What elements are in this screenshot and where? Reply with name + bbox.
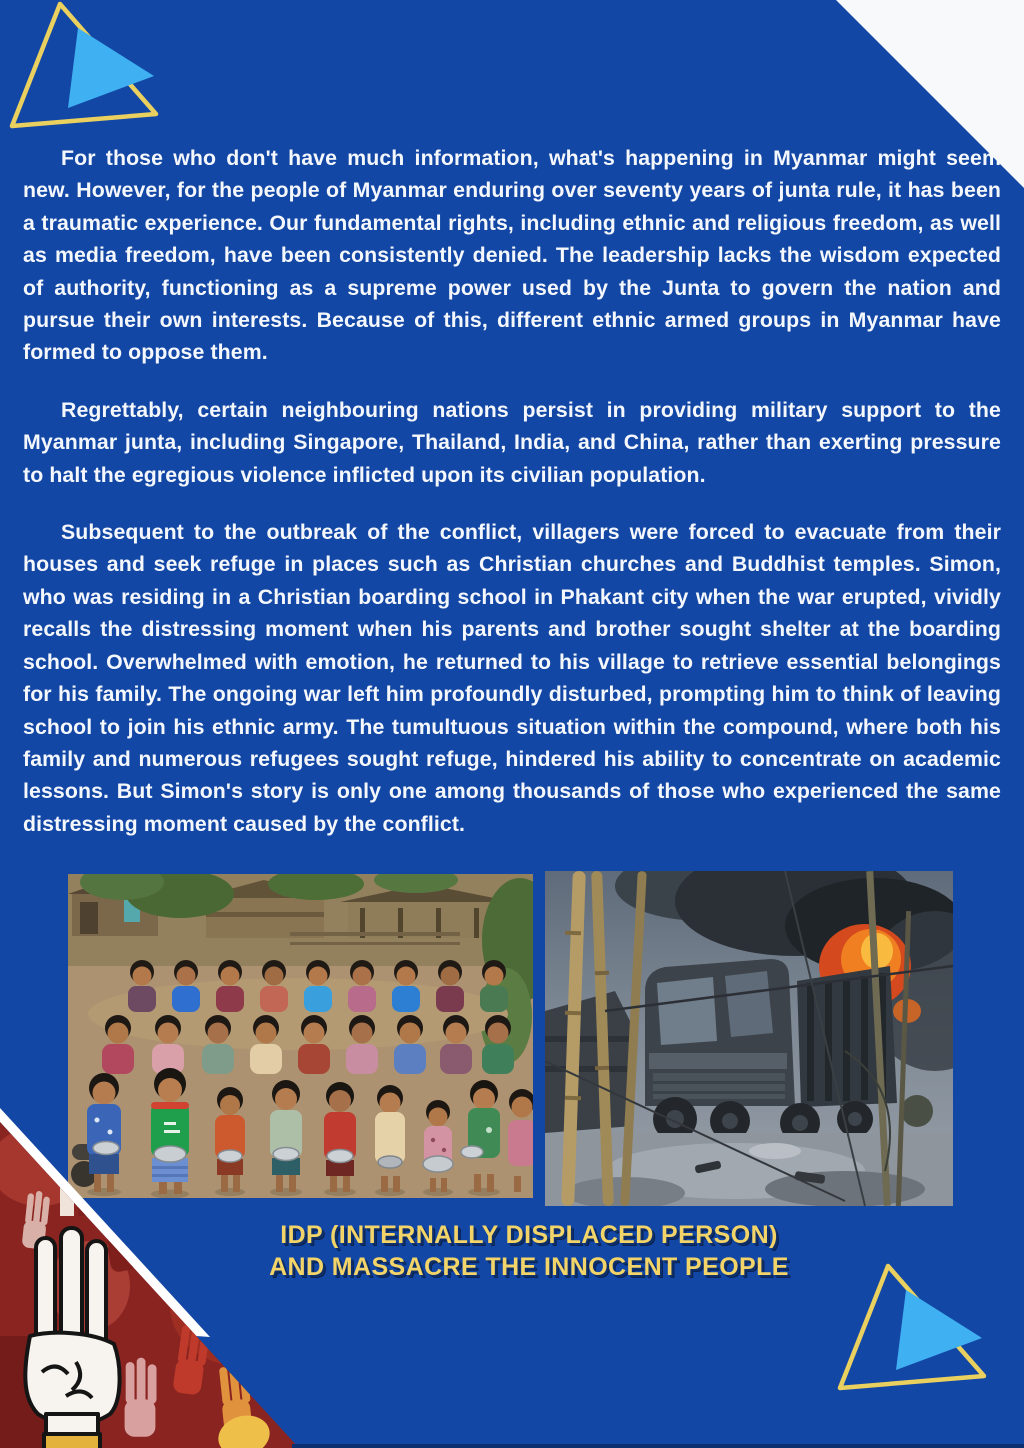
paragraph-3: Subsequent to the outbreak of the conflict, villagers were forced to evacuate from their houses and seek refuge in places such as Christian churches and Buddhist temples. Simon, who was residing in a Christian boarding school in Phakant city when the war erupted, vividly recalls the distressing moment when his parents and brother sought shelter at the boarding school. Overwhelmed with emotion, he returned to his village to retrieve essential belongings for his family. The ongoing war left him profoundly disturbed, prompting him to think of leaving school to join his ethnic army. The tumultuous situation within the compound, where both his family and numerous refugees sought refuge, hindered his ability to concentrate on academic lessons. But Simon's story is only one among thousands of those who experienced the same distressing moment caused by the conflict. xyxy=(23,520,1001,836)
children-back-row xyxy=(128,960,508,1012)
three-finger-salute-art xyxy=(0,1106,312,1448)
triangle-logo-icon xyxy=(8,0,160,130)
caption-line-2: AND MASSACRE THE INNOCENT PEOPLE xyxy=(269,1253,789,1281)
article-body xyxy=(23,142,1001,865)
caption-line-1: IDP (INTERNALLY DISPLACED PERSON) xyxy=(280,1221,778,1249)
children-middle-row xyxy=(102,1015,514,1074)
triangle-logo-icon xyxy=(836,1262,988,1392)
burned-truck-illustration xyxy=(545,871,953,1206)
burned-truck-photo xyxy=(545,871,953,1206)
paragraph-2: Regrettably, certain neighbouring nations persist in providing military support to the Myanmar junta, including Singapore, Thailand, India, and China, rather than exerting pressure to halt the egregious violence inflicted upon its civilian population. xyxy=(23,397,1001,487)
paragraph-1: For those who don't have much information, what's happening in Myanmar might seem new. However, for the people of Myanmar enduring over seventy years of junta rule, it has been a traumatic experience. Our fundamental rights, including ethnic and religious freedom, as well as media freedom, have been consistently denied. The leadership lacks the wisdom expected of authority, functioning as a supreme power used by the Junta to govern the nation and pursue their own interests. Because of this, different ethnic armed groups in Myanmar have formed to oppose them. xyxy=(23,146,1001,365)
bottom-edge-line xyxy=(292,1444,1024,1448)
